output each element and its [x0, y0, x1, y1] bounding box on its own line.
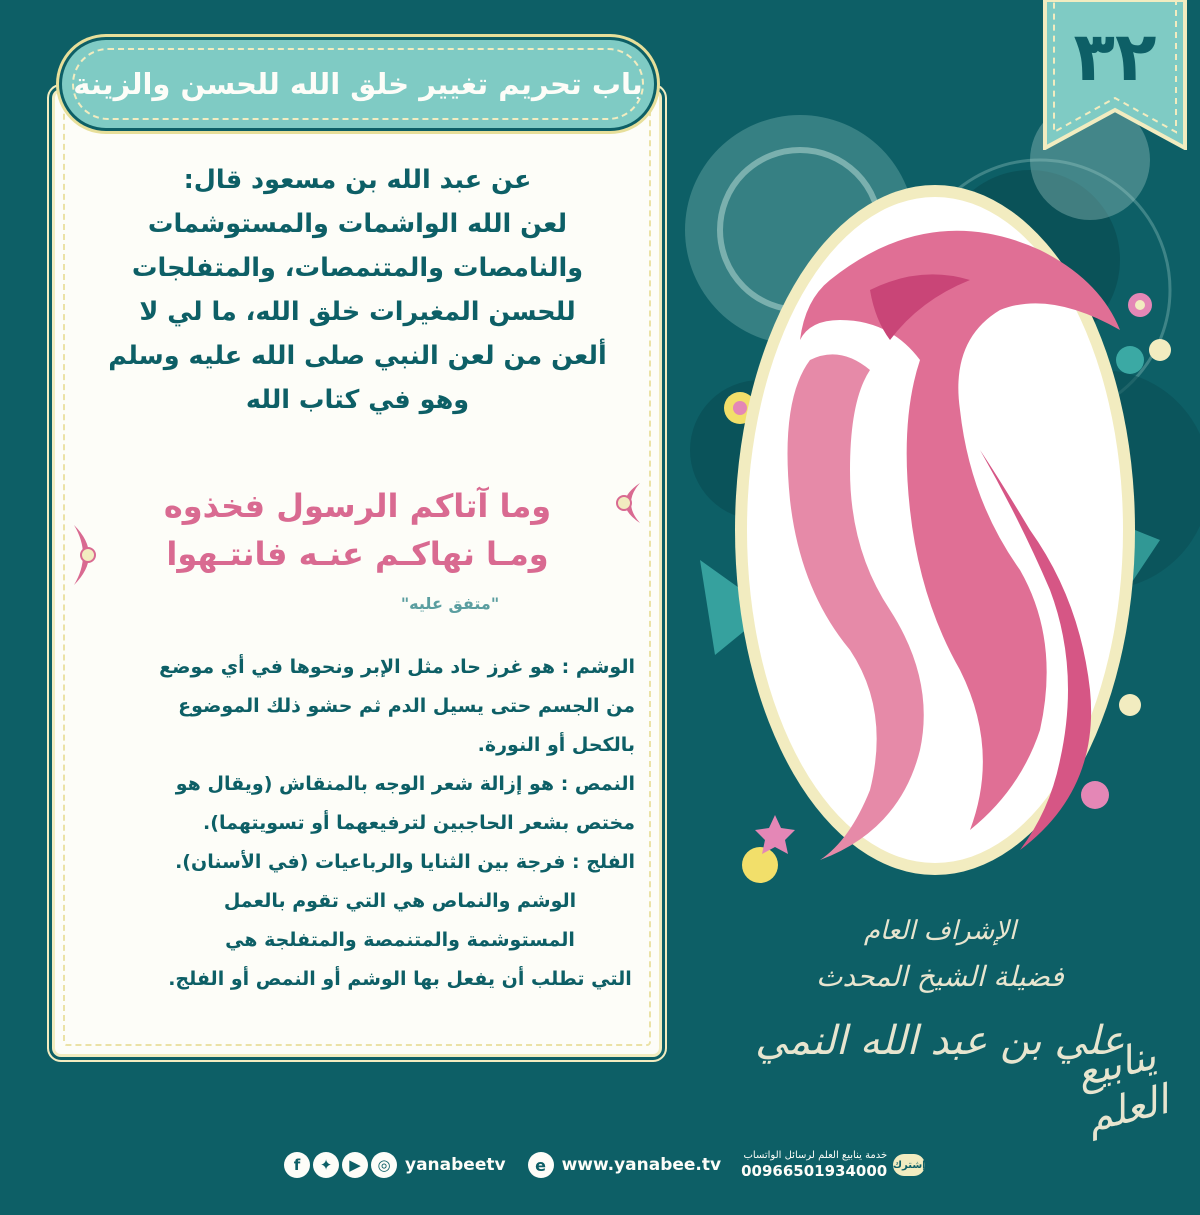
definition-line: الوشم : هو غرز حاد مثل الإبر ونحوها في أي موضع	[159, 656, 635, 678]
social-icons	[284, 1152, 397, 1178]
hadith-source: "متفق عليه"	[400, 594, 500, 613]
whatsapp-number: 00966501934000	[741, 1162, 888, 1180]
lesson-number: ٣٢	[1073, 18, 1157, 97]
hadith-line: عن عبد الله بن مسعود قال:	[183, 165, 532, 195]
hair-illustration	[720, 170, 1150, 890]
supervision-label: الإشراف العام	[863, 916, 1017, 946]
supervisor-title: فضيلة الشيخ المحدث	[816, 960, 1064, 993]
page-title: باب تحريم تغيير خلق الله للحسن والزينة	[73, 67, 643, 101]
definition-line: مختص بشعر الحاجبين لترفيعهما أو تسويتهما).	[203, 812, 635, 834]
definition-line: الوشم والنماص هي التي تقوم بالعمل	[223, 890, 577, 912]
quran-verse	[75, 482, 640, 578]
hadith-line: للحسن المغيرات خلق الله، ما لي لا	[139, 297, 576, 327]
instagram-icon[interactable]: ◎	[371, 1152, 397, 1178]
subscribe-badge[interactable]: إشترك	[893, 1154, 925, 1176]
hadith-line: ألعن من لعن النبي صلى الله عليه وسلم	[108, 341, 607, 371]
definition-line: المستوشمة والمتنمصة والمتفلجة هي	[225, 929, 575, 951]
definition-line: النمص : هو إزالة شعر الوجه بالمنقاش (ويقال هو	[175, 773, 635, 795]
definitions	[95, 648, 635, 999]
youtube-icon[interactable]: ▶	[342, 1152, 368, 1178]
definition-line: بالكحل أو النورة.	[477, 734, 635, 756]
footer	[270, 1148, 1070, 1182]
yanabee-logo: ينابيع العلم	[1071, 1032, 1173, 1142]
definition-line: الفلج : فرجة بين الثنايا والرباعيات (في الأسنان).	[175, 851, 635, 873]
whatsapp-caption: خدمة ينابيع العلم لرسائل الواتساب	[743, 1150, 888, 1161]
twitter-icon[interactable]: ✦	[313, 1152, 339, 1178]
website-icon: e	[528, 1152, 554, 1178]
supervisor-name: علي بن عبد الله النمي	[755, 1018, 1125, 1064]
website-link[interactable]: www.yanabee.tv	[561, 1155, 722, 1175]
definition-line: من الجسم حتى يسيل الدم ثم حشو ذلك الموضوع	[178, 695, 635, 717]
facebook-icon[interactable]: f	[284, 1152, 310, 1178]
social-handle[interactable]: yanabeetv	[405, 1155, 506, 1175]
whatsapp-service[interactable]	[741, 1150, 925, 1180]
hadith-line: والنامصات والمتنمصات، والمتفلجات	[131, 253, 584, 283]
hadith-line: وهو في كتاب الله	[245, 385, 470, 415]
verse-line: وما آتاكم الرسول فخذوه	[163, 487, 552, 525]
hadith-line: لعن الله الواشمات والمستوشمات	[147, 209, 568, 239]
verse-line: ومـا نهاكـم عنـه فانتـهوا	[166, 535, 549, 573]
definition-line: التي تطلب أن يفعل بها الوشم أو النمص أو الفلج.	[168, 968, 632, 990]
hadith-text	[75, 158, 640, 422]
